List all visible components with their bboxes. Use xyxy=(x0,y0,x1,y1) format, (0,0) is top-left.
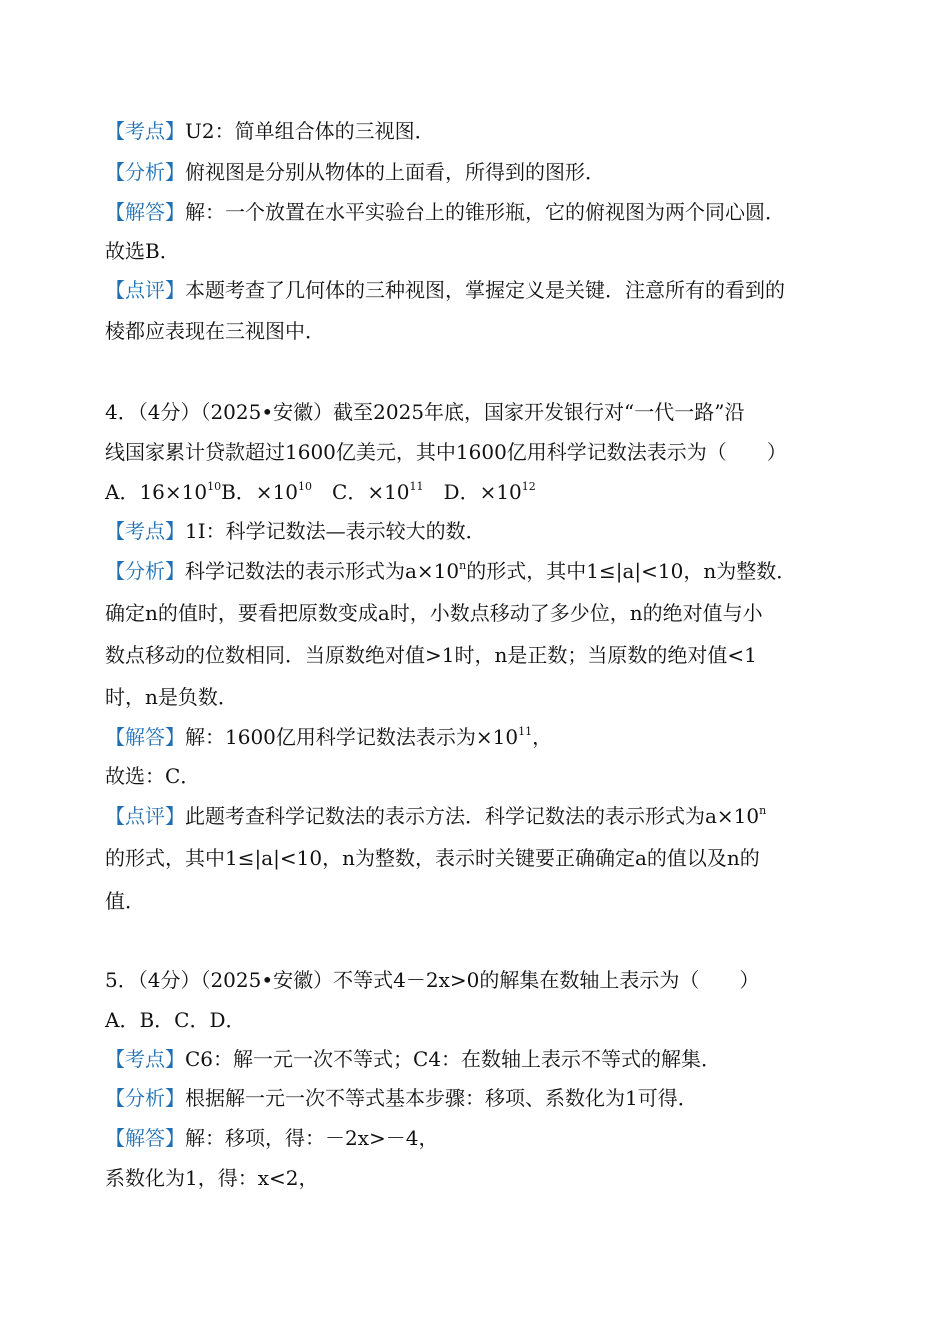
q4-option-b xyxy=(221,480,312,504)
q4-jieda-text-post: ， xyxy=(532,725,553,749)
q4-stem-line-2 xyxy=(105,437,787,467)
q3-jieda-text: 解：一个放置在水平实验台上的锥形瓶，它的俯视图为两个同心圆． xyxy=(185,200,785,224)
jieda-tag: 【解答】 xyxy=(105,725,185,749)
q4-fenxi-line-4 xyxy=(105,682,238,712)
q4-fenxi-line-2 xyxy=(105,598,763,628)
q4-dianping-text-3: 值． xyxy=(105,889,145,913)
q3-dianping-line-2 xyxy=(105,316,325,346)
q4-option-a xyxy=(105,480,221,504)
q4-fenxi-text-2: 确定n的值时，要看把原数变成a时，小数点移动了多少位，n的绝对值与小 xyxy=(105,601,763,625)
jieda-tag: 【解答】 xyxy=(105,200,185,224)
q5-stem-line xyxy=(105,965,759,995)
q4-option-b-text: B．×10 xyxy=(221,480,299,504)
q4-option-d-exponent: 12 xyxy=(521,480,536,493)
q4-answer-text: 故选：C． xyxy=(105,764,201,788)
q4-option-b-exponent: 10 xyxy=(298,480,313,493)
q3-dianping-line xyxy=(105,275,785,305)
kaodian-tag: 【考点】 xyxy=(105,1047,185,1071)
q4-dianping-line-2 xyxy=(105,843,760,873)
q3-answer-line xyxy=(105,236,180,266)
q5-kaodian-line xyxy=(105,1044,721,1074)
dianping-tag: 【点评】 xyxy=(105,278,185,302)
dianping-tag: 【点评】 xyxy=(105,804,185,828)
q5-options-line xyxy=(105,1005,245,1035)
q4-fenxi-line-3 xyxy=(105,640,757,670)
q4-fenxi-exponent: n xyxy=(459,559,467,572)
q4-fenxi-text-post: 的形式，其中1≤|a|<10，n为整数． xyxy=(466,559,797,583)
q4-dianping-exponent: n xyxy=(759,804,767,817)
fenxi-tag: 【分析】 xyxy=(105,1086,185,1110)
q4-option-d xyxy=(424,480,536,504)
q4-jieda-exponent: 11 xyxy=(518,725,533,738)
q4-kaodian-text: 1I：科学记数法—表示较大的数． xyxy=(185,519,486,543)
q4-option-d-text: D．×10 xyxy=(423,480,522,504)
q5-stem-text: 5．（4分）（2025•安徽）不等式4－2x>0的解集在数轴上表示为（ ） xyxy=(105,968,760,992)
q4-option-c-text: C．×10 xyxy=(312,480,410,504)
fenxi-tag: 【分析】 xyxy=(105,160,185,184)
q4-answer-line xyxy=(105,761,200,791)
q4-options-line xyxy=(105,477,536,507)
q4-stem-line-1 xyxy=(105,397,745,427)
q5-jieda-text-2: 系数化为1，得：x<2， xyxy=(105,1166,319,1190)
q4-fenxi-line xyxy=(105,556,796,586)
q3-dianping-text: 本题考查了几何体的三种视图，掌握定义是关键．注意所有的看到的 xyxy=(185,278,785,302)
q5-jieda-line-2 xyxy=(105,1163,319,1193)
q4-option-c xyxy=(312,480,424,504)
q4-fenxi-text-4: 时，n是负数． xyxy=(105,685,238,709)
q4-dianping-text: 此题考查科学记数法的表示方法．科学记数法的表示形式为a×10 xyxy=(185,804,760,828)
q5-jieda-text: 解：移项，得：－2x>－4， xyxy=(185,1126,439,1150)
q4-jieda-line xyxy=(105,722,552,752)
q3-dianping-text-2: 棱都应表现在三视图中． xyxy=(105,319,325,343)
q4-dianping-text-2: 的形式，其中1≤|a|<10，n为整数，表示时关键要正确确定a的值以及n的 xyxy=(105,846,760,870)
jieda-tag: 【解答】 xyxy=(105,1126,185,1150)
q5-kaodian-text: C6：解一元一次不等式；C4：在数轴上表示不等式的解集． xyxy=(185,1047,722,1071)
q4-option-a-exponent: 10 xyxy=(207,480,222,493)
q3-fenxi-text: 俯视图是分别从物体的上面看，所得到的图形． xyxy=(185,160,605,184)
q5-jieda-line xyxy=(105,1123,439,1153)
q4-dianping-line xyxy=(105,801,766,831)
q3-kaodian-line xyxy=(105,116,435,146)
q4-fenxi-text: 科学记数法的表示形式为a×10 xyxy=(185,559,460,583)
q4-kaodian-line xyxy=(105,516,486,546)
q4-option-c-exponent: 11 xyxy=(409,480,424,493)
q4-stem-text-1: 4．（4分）（2025•安徽）截至2025年底，国家开发银行对“一代一路”沿 xyxy=(105,400,745,424)
q3-jieda-line xyxy=(105,197,785,227)
kaodian-tag: 【考点】 xyxy=(105,519,185,543)
q4-jieda-text: 解：1600亿用科学记数法表示为×10 xyxy=(185,725,519,749)
q5-fenxi-line xyxy=(105,1083,698,1113)
q4-dianping-line-3 xyxy=(105,886,145,916)
q4-option-a-text: A．16×10 xyxy=(105,480,208,504)
kaodian-tag: 【考点】 xyxy=(105,119,185,143)
q3-fenxi-line xyxy=(105,157,605,187)
q3-answer-text: 故选B． xyxy=(105,239,180,263)
q4-stem-text-2: 线国家累计贷款超过1600亿美元，其中1600亿用科学记数法表示为（ ） xyxy=(105,440,787,464)
fenxi-tag: 【分析】 xyxy=(105,559,185,583)
q5-options-text: A．B．C．D． xyxy=(105,1008,246,1032)
q4-fenxi-text-3: 数点移动的位数相同．当原数绝对值>1时，n是正数；当原数的绝对值<1 xyxy=(105,643,757,667)
q5-fenxi-text: 根据解一元一次不等式基本步骤：移项、系数化为1可得． xyxy=(185,1086,698,1110)
q3-kaodian-text: U2：简单组合体的三视图． xyxy=(185,119,435,143)
